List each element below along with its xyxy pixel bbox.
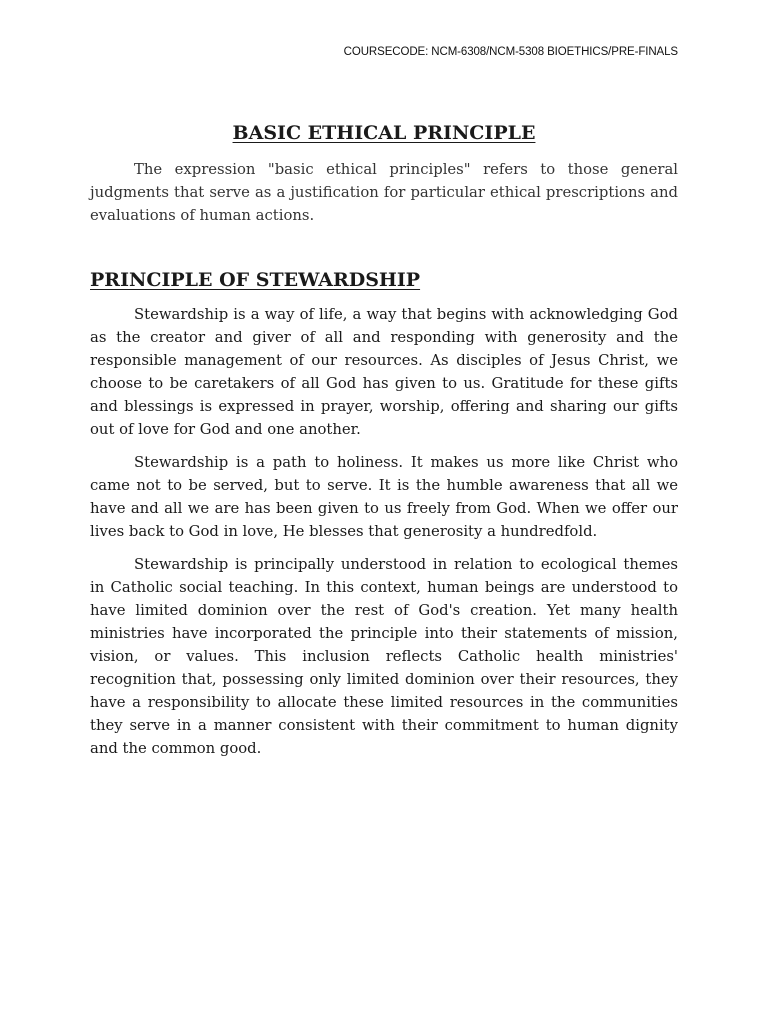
stewardship-paragraph-3: Stewardship is principally understood in relation to ecological themes in Catholic social teaching. In this context, human beings are understood to have limited dominion over the rest of God's creation. Yet many health ministries have incorporated the principle into their statements of mission, vision, or values. This inclusion reflects Catholic health ministries' recognition that, possessing only limited dominion over their resources, they have a responsibility to allocate these limited resources in the communities they serve in a manner consistent with their commitment to human dignity and the common good.: [90, 556, 678, 757]
course-code-header: COURSECODE: NCM-6308/NCM-5308 BIOETHICS/PRE-FINALS: [343, 46, 678, 58]
intro-paragraph: The expression "basic ethical principles" refers to those general judgments that serve as a justification for particular ethical prescriptions and evaluations of human actions.: [90, 161, 678, 224]
document-title: BASIC ETHICAL PRINCIPLE: [232, 122, 536, 144]
stewardship-paragraph-1: Stewardship is a way of life, a way that begins with acknowledging God as the creator and giver of all and responding with generosity and the responsible management of our resources. As disciples of Jesus Christ, we choose to be caretakers of all God has given to us. Gratitude for these gifts and blessings is expressed in prayer, worship, offering and sharing our gifts out of love for God and one another.: [90, 306, 678, 438]
section-heading-stewardship: PRINCIPLE OF STEWARDSHIP: [90, 269, 421, 291]
document-body: [90, 120, 678, 770]
stewardship-paragraph-2: Stewardship is a path to holiness. It makes us more like Christ who came not to be served, but to serve. It is the humble awareness that all we have and all we are has been given to us freely from God. When we offer our lives back to God in love, He blesses that generosity a hundredfold.: [90, 454, 678, 540]
